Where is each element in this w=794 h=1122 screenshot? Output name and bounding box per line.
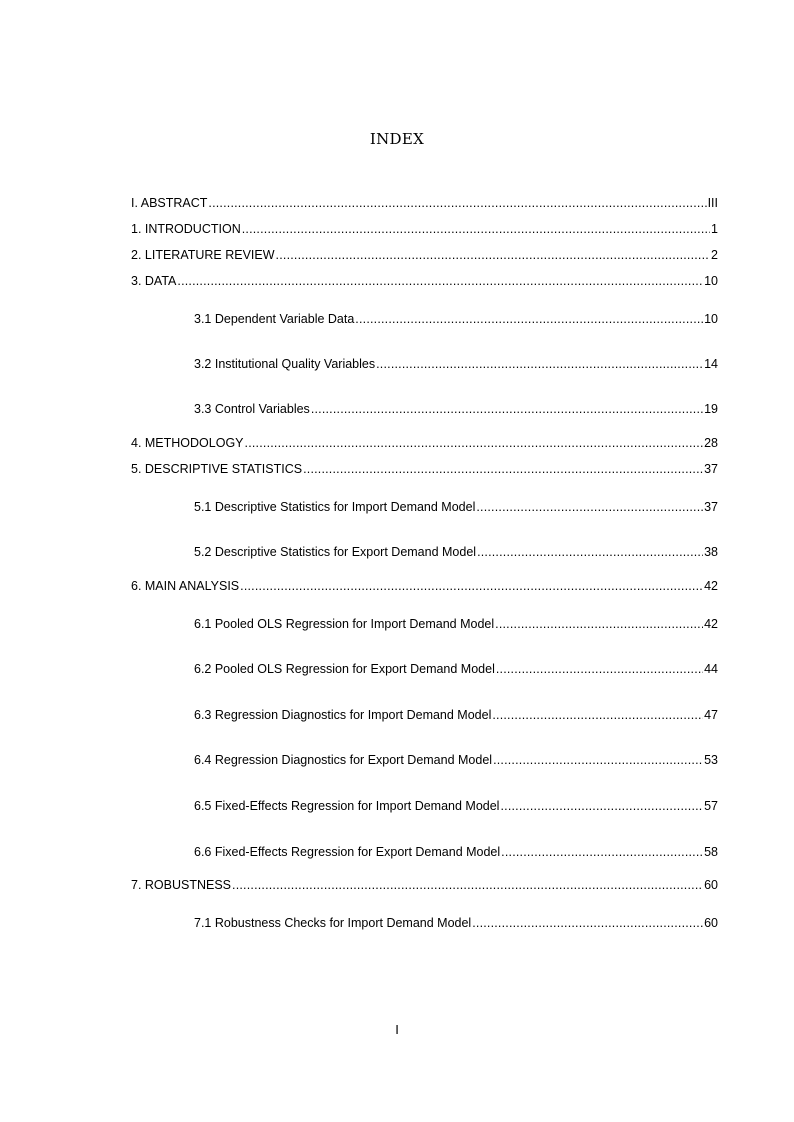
dot-leader bbox=[500, 798, 703, 814]
toc-entry-page: 57 bbox=[704, 799, 718, 813]
toc-entry-page: 60 bbox=[704, 916, 718, 930]
toc-entry-descriptive-stats-export[interactable] bbox=[194, 544, 718, 560]
toc-entry-page: 42 bbox=[704, 617, 718, 631]
toc-entry-diagnostics-import[interactable] bbox=[194, 707, 718, 723]
toc-entry-label: 2. LITERATURE REVIEW bbox=[131, 248, 275, 262]
toc-entry-label: 6. MAIN ANALYSIS bbox=[131, 579, 240, 593]
dot-leader bbox=[276, 247, 711, 263]
toc-entry-label: 6.1 Pooled OLS Regression for Import Demand Model bbox=[194, 617, 495, 631]
toc-entry-label: I. ABSTRACT bbox=[131, 196, 208, 210]
toc-entry-page: 2 bbox=[711, 248, 718, 262]
page-title: INDEX bbox=[369, 130, 425, 148]
dot-leader bbox=[472, 915, 703, 931]
toc-entry-main-analysis[interactable] bbox=[131, 578, 718, 594]
toc-entry-page: 47 bbox=[704, 708, 718, 722]
toc-entry-label: 5.2 Descriptive Statistics for Export Demand Model bbox=[194, 545, 477, 559]
toc-entry-label: 3. DATA bbox=[131, 274, 177, 288]
toc-entry-pooled-ols-export[interactable] bbox=[194, 661, 718, 677]
dot-leader bbox=[242, 221, 710, 237]
toc-entry-descriptive-statistics[interactable] bbox=[131, 461, 718, 477]
dot-leader bbox=[208, 195, 706, 211]
toc-entry-label: 6.5 Fixed-Effects Regression for Import Demand Model bbox=[194, 799, 500, 813]
dot-leader bbox=[177, 273, 703, 289]
toc-entry-page: 37 bbox=[704, 500, 718, 514]
dot-leader bbox=[303, 461, 703, 477]
toc-entry-label: 6.3 Regression Diagnostics for Import Demand Model bbox=[194, 708, 492, 722]
toc-entry-institutional-quality-variables[interactable] bbox=[194, 356, 718, 372]
toc-entry-page: 60 bbox=[704, 878, 718, 892]
toc-entry-control-variables[interactable] bbox=[194, 401, 718, 417]
toc-entry-diagnostics-export[interactable] bbox=[194, 752, 718, 768]
toc-entry-page: 10 bbox=[704, 312, 718, 326]
toc-entry-page: 42 bbox=[704, 579, 718, 593]
toc-entry-page: 58 bbox=[704, 845, 718, 859]
dot-leader bbox=[311, 401, 703, 417]
dot-leader bbox=[476, 499, 703, 515]
toc-entry-fixed-effects-import[interactable] bbox=[194, 798, 718, 814]
toc-entry-label: 6.2 Pooled OLS Regression for Export Demand Model bbox=[194, 662, 495, 676]
toc-entry-page: 38 bbox=[704, 545, 718, 559]
dot-leader bbox=[495, 616, 703, 632]
toc-entry-pooled-ols-import[interactable] bbox=[194, 616, 718, 632]
toc-entry-dependent-variable-data[interactable] bbox=[194, 311, 718, 327]
toc-entry-methodology[interactable] bbox=[131, 435, 718, 451]
toc-entry-page: 44 bbox=[704, 662, 718, 676]
toc-entry-label: 5.1 Descriptive Statistics for Import Demand Model bbox=[194, 500, 476, 514]
dot-leader bbox=[477, 544, 703, 560]
toc-entry-introduction[interactable] bbox=[131, 221, 718, 237]
toc-entry-page: 1 bbox=[711, 222, 718, 236]
toc-entry-label: 6.6 Fixed-Effects Regression for Export Demand Model bbox=[194, 845, 501, 859]
toc-entry-page: 53 bbox=[704, 753, 718, 767]
toc-entry-label: 3.2 Institutional Quality Variables bbox=[194, 357, 376, 371]
dot-leader bbox=[376, 356, 703, 372]
toc-entry-data[interactable] bbox=[131, 273, 718, 289]
toc-entry-robustness-import[interactable] bbox=[194, 915, 718, 931]
dot-leader bbox=[245, 435, 704, 451]
toc-entry-label: 3.3 Control Variables bbox=[194, 402, 310, 416]
toc-entry-label: 5. DESCRIPTIVE STATISTICS bbox=[131, 462, 303, 476]
toc-entry-label: 6.4 Regression Diagnostics for Export Demand Model bbox=[194, 753, 493, 767]
dot-leader bbox=[493, 752, 703, 768]
page-number: I bbox=[395, 1022, 399, 1037]
toc-entry-label: 3.1 Dependent Variable Data bbox=[194, 312, 355, 326]
toc-entry-page: 14 bbox=[704, 357, 718, 371]
dot-leader bbox=[492, 707, 703, 723]
dot-leader bbox=[232, 877, 703, 893]
toc-entry-abstract[interactable] bbox=[131, 195, 718, 211]
toc-entry-page: III bbox=[707, 196, 718, 210]
toc-entry-fixed-effects-export[interactable] bbox=[194, 844, 718, 860]
toc-entry-label: 4. METHODOLOGY bbox=[131, 436, 244, 450]
toc-entry-label: 1. INTRODUCTION bbox=[131, 222, 241, 236]
toc-entry-page: 19 bbox=[704, 402, 718, 416]
toc-entry-page: 10 bbox=[704, 274, 718, 288]
toc-entry-page: 28 bbox=[704, 436, 718, 450]
toc-entry-label: 7.1 Robustness Checks for Import Demand Model bbox=[194, 916, 472, 930]
toc-entry-robustness[interactable] bbox=[131, 877, 718, 893]
toc-entry-page: 37 bbox=[704, 462, 718, 476]
dot-leader bbox=[501, 844, 703, 860]
dot-leader bbox=[240, 578, 703, 594]
toc-entry-descriptive-stats-import[interactable] bbox=[194, 499, 718, 515]
toc-entry-label: 7. ROBUSTNESS bbox=[131, 878, 232, 892]
dot-leader bbox=[496, 661, 703, 677]
toc-entry-literature-review[interactable] bbox=[131, 247, 718, 263]
dot-leader bbox=[355, 311, 703, 327]
